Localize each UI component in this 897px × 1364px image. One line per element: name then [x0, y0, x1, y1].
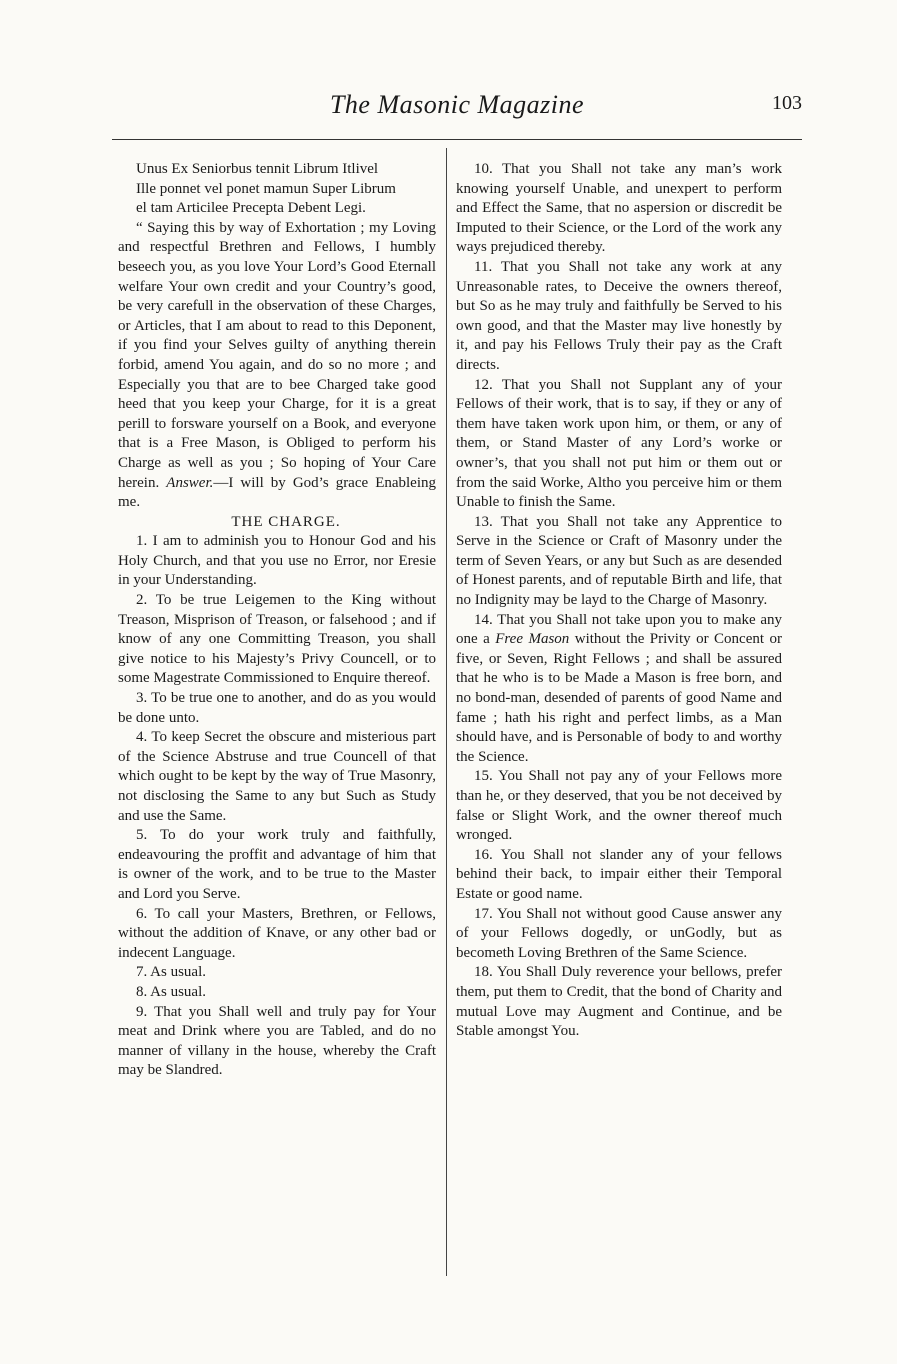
answer-label: Answer.	[166, 474, 214, 491]
article-8: 8. As usual.	[136, 983, 207, 1000]
article-6: 6. To call your Masters, Brethren, or Fellows, without the addition of Knave, or any other bad or indecent Language.	[118, 905, 436, 961]
article-14-end: without the Privity or Concent or five, or Seven, Right Fellows ; and shall be assured that he who is to be Made a Mason is free born, and no bond-man, desended of parents of good Name and fame ; hath his right and perfect limbs, as a Man should have, and is Personable of body to and worthy the Science.	[456, 631, 782, 765]
article-3: 3. To be true one to another, and do as you would be done unto.	[118, 690, 436, 726]
column-divider	[446, 148, 447, 1276]
article-13: 13. That you Shall not take any Apprentice to Serve in the Science or Craft of Masonry under the term of Seven Years, or any but Such as are desended of Honest parents, and of reputable Birth and life, that no Indignity may be layd to the Charge of Masonry.	[456, 513, 782, 609]
left-column	[118, 160, 436, 1081]
article-14	[456, 611, 782, 768]
article-16: 16. You Shall not slander any of your fellows behind their back, to impair either their Temporal Estate or good name.	[456, 846, 782, 902]
article-15: 15. You Shall not pay any of your Fellows more than he, or they deserved, that you be not deceived by false or Slight Work, and the owner thereof much wronged.	[456, 768, 782, 844]
running-header	[112, 84, 802, 124]
article-17: 17. You Shall not without good Cause answer any of your Fellows dogedly, or unGodly, but as becometh Loving Brethren of the Same Science.	[456, 905, 782, 961]
exhortation-paragraph	[118, 219, 436, 513]
answer-text: —I will by God’s grace Enableing me.	[118, 474, 437, 511]
article-12: 12. That you Shall not Supplant any of your Fellows of their work, that is to say, if they or any of them have taken work upon him, or them, or any of them, or Stand Master of any Lord’s worke or owner’s, that you shall not put him or them out or from the said Worke, Altho you perceive him or them Unable to finish the Same.	[456, 376, 782, 511]
article-18: 18. You Shall Duly reverence your bellows, prefer them, put them to Credit, that the bond of Charity and mutual Love may Augment and Continue, and be Stable amongst You.	[456, 964, 782, 1040]
latin-line: el tam Articilee Precepta Debent Legi.	[136, 200, 366, 217]
exhortation-text: “ Saying this by way of Exhortation ; my Loving and respectful Brethren and Fellows, I humbly beseech you, as you love Your Lord’s Good Eternall welfare Your own credit and your Country’s good, be very carefull in the observation of these Charges, or Articles, that I am about to read to this Deponent, if you find your Selves guilty of anything therein forbid, amend You again, and do so no more ; and Especially you that are to bee Charged take good heed that you keep your Charge, for it is a great perill to forsware yourself on a Book, and everyone that is a Free Mason, is Obliged to perform his Charge as well as you ; So hoping of Your Care herein.	[118, 219, 436, 491]
article-1: 1. I am to adminish you to Honour God and his Holy Church, and that you use no Error, nor Eresie in your Understanding.	[118, 533, 436, 589]
article-2: 2. To be true Leigemen to the King without Treason, Misprison of Treason, or falsehood ; and if know of any one Committing Treason, you shall give notice to his Majesty’s Privy Councell, or to some Magestrate Commissioned to Enquire thereof.	[118, 592, 436, 687]
latin-line: Ille ponnet vel ponet mamun Super Librum	[136, 180, 396, 197]
page-number: 103	[772, 92, 802, 114]
header-rule	[112, 139, 802, 140]
article-5: 5. To do your work truly and faithfully, endeavouring the proffit and advantage of him that is owner of the work, and to be true to the Master and Lord you Serve.	[118, 827, 436, 902]
article-11: 11. That you Shall not take any work at any Unreasonable rates, to Deceive the owners thereof, but So as he may truly and faithfully be Served to his own good, and that the Master may live honestly by it, and pay his Fellows Truly their pay as the Craft directs.	[456, 258, 782, 373]
article-9: 9. That you Shall well and truly pay for Your meat and Drink where you are Tabled, and do no manner of villany in the house, whereby the Craft may be Slandred.	[118, 1003, 436, 1079]
latin-line: Unus Ex Seniorbus tennit Librum Itlivel	[136, 161, 379, 177]
article-4: 4. To keep Secret the obscure and misterious part of the Science Abstruse and true Councell of that which ought to be kept by the way of True Masonry, not disclosing the Same to any but Such as Study and use the Same.	[118, 729, 436, 824]
section-heading: THE CHARGE.	[231, 513, 341, 530]
article-14-start: 14. That you Shall not take upon you to make any one a	[456, 611, 782, 648]
article-10: 10. That you Shall not take any man’s work knowing yourself Unable, and unexpert to perform and Effect the Same, that no aspersion or discredit be Imputed to their Science, or the Lord of the work any ways prejudiced thereby.	[456, 161, 782, 256]
free-mason-italic: Free Mason	[495, 631, 570, 648]
header-title: The Masonic Magazine	[329, 90, 585, 119]
article-7: 7. As usual.	[136, 964, 207, 981]
right-column	[456, 160, 782, 1042]
